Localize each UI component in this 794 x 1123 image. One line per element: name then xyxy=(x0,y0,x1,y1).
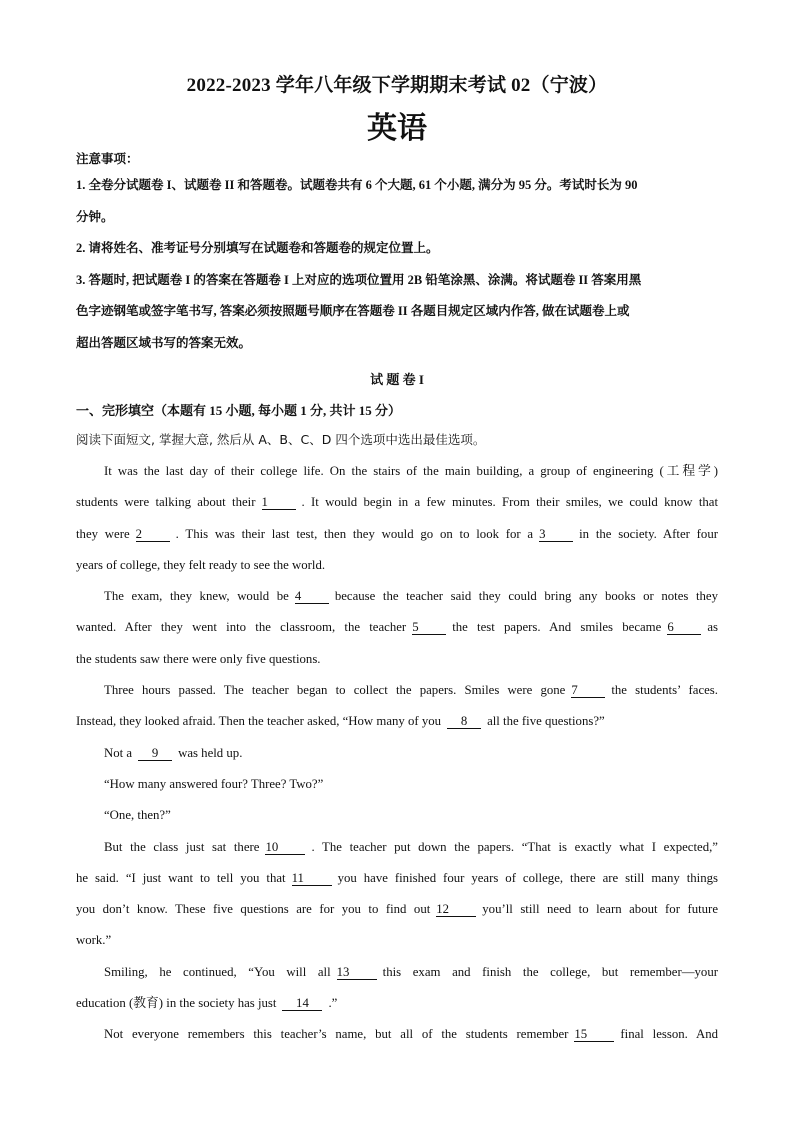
note-item-1-line-1: 1. 全卷分试题卷 I、试题卷 II 和答题卷。试题卷共有 6 个大题, 61 个小题, 满分为 95 分。考试时长为 90 xyxy=(76,178,638,192)
note-item-3-line-1: 3. 答题时, 把试题卷 I 的答案在答题卷 I 上对应的选项位置用 2B 铅笔涂黑、涂满。将试题卷 II 答案用黑 xyxy=(76,272,642,287)
note-item-3-line-2: 色字迹钢笔或签字笔书写, 答案必须按照题号顺序在答题卷 II 各题目规定区域内作答, 做在试题卷上或 xyxy=(76,304,630,318)
passage-text: he said. “I just want to tell you that xyxy=(76,870,286,885)
passage-text: “How many answered four? Three? Two?” xyxy=(104,776,324,791)
passage-text: you don’t know. These five questions are for you to find out xyxy=(76,902,431,917)
passage-text: this exam and finish the college, but remember—your xyxy=(382,964,718,979)
passage-text: students were talking about their xyxy=(76,495,256,510)
passage-text: all the five questions?” xyxy=(487,714,605,729)
blank-3: 3 xyxy=(539,527,573,542)
passage-line xyxy=(76,711,718,742)
passage-text: The exam, they knew, would be xyxy=(104,589,289,604)
passage-line xyxy=(76,930,718,961)
passage-text: It was the last day of their college life. On the stairs of the main building, a group of engineering (工程学) xyxy=(104,464,718,478)
passage-text: Three hours passed. The teacher began to collect the papers. Smiles were gone xyxy=(104,683,566,698)
passage-text: final lesson. And xyxy=(620,1027,718,1042)
blank-9: 9 xyxy=(138,746,172,761)
passage-line xyxy=(76,774,718,805)
passage-text: Not everyone remembers this teacher’s name, but all of the students remember xyxy=(104,1027,569,1042)
passage-text: . This was their last test, then they would go on to look for a xyxy=(175,526,534,541)
passage-text: Not a xyxy=(104,745,133,760)
passage-line xyxy=(76,617,718,648)
subject-title: 英语 xyxy=(367,111,427,146)
passage-text: Instead, they looked afraid. Then the teacher asked, “How many of you xyxy=(76,714,442,729)
note-item-2: 2. 请将姓名、准考证号分别填写在试题卷和答题卷的规定位置上。 xyxy=(76,241,439,255)
blank-6: 6 xyxy=(667,620,701,635)
passage-line xyxy=(76,680,718,711)
passage-text: . The teacher put down the papers. “That is exactly what I expected,” xyxy=(311,839,718,854)
passage-text: they were xyxy=(76,526,130,541)
passage-line xyxy=(76,805,718,836)
blank-14: 14 xyxy=(282,996,322,1011)
notes-section xyxy=(76,149,718,364)
passage-text: was held up. xyxy=(178,745,243,760)
passage-line xyxy=(76,993,718,1024)
part-title: 一、完形填空（本题有 15 小题, 每小题 1 分, 共计 15 分） xyxy=(76,403,402,418)
blank-11: 11 xyxy=(292,871,332,886)
passage-text: But the class just sat there xyxy=(104,839,260,854)
passage-text: education (教育) in the society has just xyxy=(76,996,277,1011)
passage-text: the students’ faces. xyxy=(611,683,718,698)
passage-line xyxy=(76,524,718,555)
blank-7: 7 xyxy=(571,683,605,698)
passage-text: . It would begin in a few minutes. From their smiles, we could know that xyxy=(301,495,719,510)
passage-line xyxy=(76,492,718,523)
exam-title: 2022-2023 学年八年级下学期期末考试 02（宁波） xyxy=(186,75,608,96)
passage-text: the test papers. And smiles became xyxy=(452,620,662,635)
passage-line xyxy=(76,743,718,774)
notes-heading: 注意事项： xyxy=(76,152,139,166)
blank-13: 13 xyxy=(337,965,377,980)
passage-text: work.” xyxy=(76,933,112,948)
passage-line xyxy=(76,868,718,899)
passage-text: the students saw there were only five questions. xyxy=(76,651,321,666)
passage-line xyxy=(76,461,718,492)
passage-text: you have finished four years of college, there are still many things xyxy=(337,870,718,885)
passage-line xyxy=(76,649,718,680)
passage-text: as xyxy=(707,620,718,635)
passage-line xyxy=(76,899,718,930)
instruction: 阅读下面短文, 掌握大意, 然后从 A、B、C、D 四个选项中选出最佳选项。 xyxy=(76,432,486,447)
passage-text: because the teacher said they could bring any books or notes they xyxy=(334,589,718,604)
note-item-3-line-3: 超出答题区域书写的答案无效。 xyxy=(76,335,252,350)
blank-8: 8 xyxy=(447,714,481,729)
passage-text: “One, then?” xyxy=(104,808,171,823)
passage-line xyxy=(76,555,718,586)
note-item-1-line-2: 分钟。 xyxy=(76,209,114,224)
blank-1: 1 xyxy=(262,495,296,510)
passage-line xyxy=(76,837,718,868)
cloze-passage xyxy=(76,461,718,1056)
passage-line xyxy=(76,1024,718,1055)
blank-15: 15 xyxy=(574,1027,614,1042)
passage-line xyxy=(76,586,718,617)
passage-text: in the society. After four xyxy=(579,526,718,541)
section-title: 试 题 卷 I xyxy=(370,372,424,387)
passage-text: years of college, they felt ready to see the world. xyxy=(76,557,326,572)
blank-12: 12 xyxy=(436,902,476,917)
blank-5: 5 xyxy=(412,620,446,635)
passage-text: Smiling, he continued, “You will all xyxy=(104,964,331,979)
passage-text: .” xyxy=(328,996,338,1011)
blank-2: 2 xyxy=(136,527,170,542)
blank-10: 10 xyxy=(265,840,305,855)
passage-text: wanted. After they went into the classroom, the teacher xyxy=(76,620,407,635)
passage-line xyxy=(76,962,718,993)
blank-4: 4 xyxy=(295,589,329,604)
passage-text: you’ll still need to learn about for future xyxy=(482,902,718,917)
